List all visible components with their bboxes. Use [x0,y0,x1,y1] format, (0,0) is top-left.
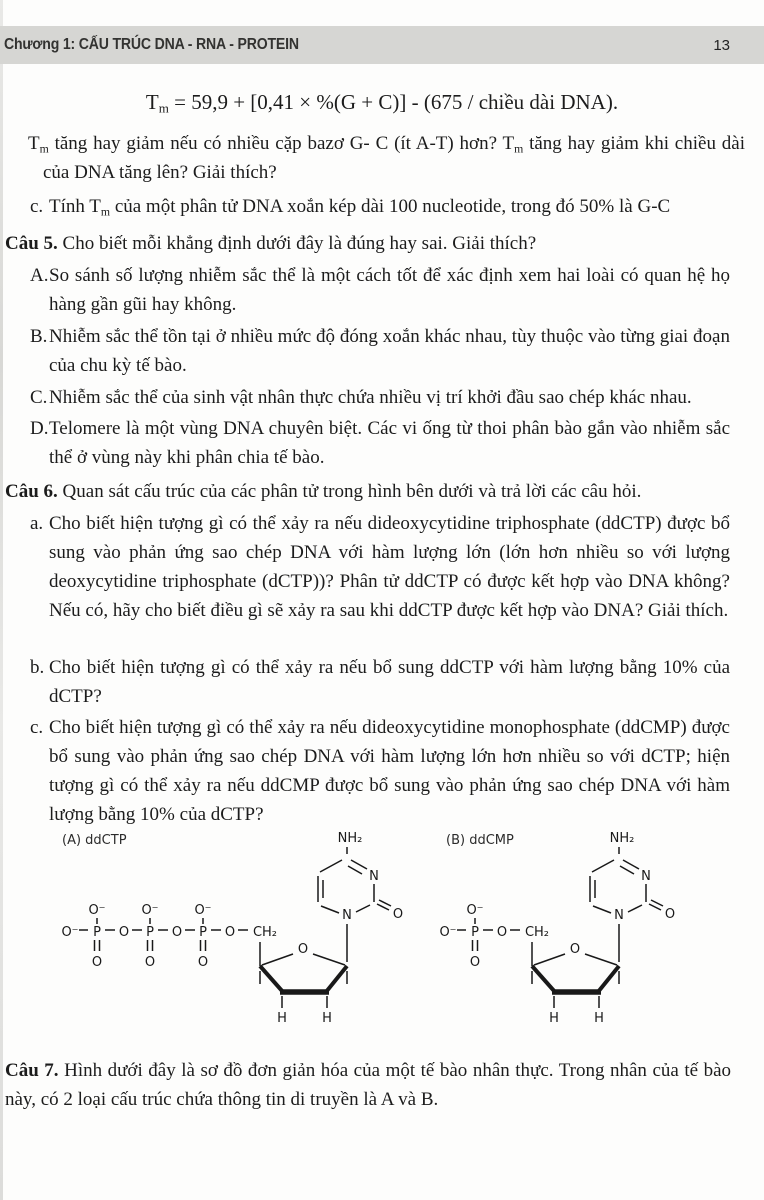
text-run: T [28,133,40,154]
question7 [5,1056,731,1114]
tm-subscript: m [39,142,49,156]
text-run: của một phân tử DNA xoắn kép dài 100 nucleotide, trong đó 50% là G-C [110,196,671,217]
question5-heading [5,229,731,258]
oxygen-atom: O [144,955,156,970]
item-text: So sánh số lượng nhiễm sắc thể là một cách tốt để xác định xem hai loài có quan hệ họ hàng gần gũi hay không. [49,265,730,315]
oxygen-atom: O [171,925,183,940]
question6-item-a [30,509,730,625]
hydrogen-atom: H [277,1011,287,1026]
item-text [49,192,730,221]
question5-label: Câu 5. [5,233,58,254]
tm-subscript: m [100,205,111,219]
nucleotide-structures-figure [0,826,764,1040]
tm-subscript: m [514,142,524,156]
question6-item-c [30,713,730,829]
text-run: Tính T [49,196,101,217]
oxygen-atom: O [91,955,103,970]
nitrogen-atom: N [342,908,352,923]
oxygen-minus-atom: O⁻ [194,903,212,918]
question6-item-b [30,653,730,711]
phosphorus-atom: P [146,925,154,940]
molecule-a-label: (A) ddCTP [62,833,127,848]
oxygen-minus-atom: O⁻ [466,903,484,918]
item-text: Nhiễm sắc thể của sinh vật nhân thực chứa nhiều vị trí khởi đầu sao chép khác nhau. [49,387,692,408]
question5-item-c [30,383,730,412]
oxygen-minus-atom: O⁻ [439,925,457,940]
item-label: C. [30,387,48,408]
item-text: Cho biết hiện tượng gì có thể xảy ra nếu dideoxycytidine triphosphate (ddCTP) được bổ sung vào phản ứng sao chép DNA với hàm lượng lớn (lớn hơn nhiều so với lượng deoxycytidine triphosphate (dCTP))? Phân tử ddCTP có được kết hợp vào DNA không? Nếu có, hãy cho biết điều gì sẽ xảy ra sau khi ddCTP được kết hợp vào DNA? Giải thích. [49,513,730,621]
item-text: Cho biết hiện tượng gì có thể xảy ra nếu bổ sung ddCTP với hàm lượng bằng 10% của dCTP? [49,657,730,707]
question5-item-d [30,414,730,472]
text-run: tăng hay giảm khi chiều dài của DNA tăng lên? Giải thích? [43,133,745,183]
question7-text: Hình dưới đây là sơ đồ đơn giản hóa của một tế bào nhân thực. Trong nhân của tế bào này, có 2 loại cấu trúc chứa thông tin di truyền là A và B. [5,1060,732,1110]
formula-subscript: m [158,100,169,116]
ring-oxygen-atom: O [569,942,581,957]
nitrogen-atom: N [369,869,379,884]
oxygen-atom: O [469,955,481,970]
carbonyl-oxygen-atom: O [664,907,676,922]
nitrogen-atom: N [641,869,651,884]
item-text: Cho biết hiện tượng gì có thể xảy ra nếu dideoxycytidine monophosphate (ddCMP) được bổ sung vào phản ứng sao chép DNA với hàm lượng lớn hơn nhiều so với dCTP; hiện tượng gì có thể xảy ra nếu ddCMP được bổ sung vào phản ứng sao chép DNA với hàm lượng bằng 10% của dCTP? [49,717,730,825]
question6-label: Câu 6. [5,481,58,502]
oxygen-minus-atom: O⁻ [88,903,106,918]
oxygen-atom: O [224,925,236,940]
oxygen-atom: O [197,955,209,970]
question6-heading [5,477,731,506]
phosphorus-atom: P [93,925,101,940]
oxygen-atom: O [118,925,130,940]
oxygen-minus-atom: O⁻ [141,903,159,918]
ddcmp-structure-diagram [428,826,748,1040]
item-label: c. [30,717,44,738]
chapter-header [0,26,764,64]
phosphorus-atom: P [199,925,207,940]
carbonyl-oxygen-atom: O [392,907,404,922]
nitrogen-atom: N [614,908,624,923]
ch2-group: CH₂ [524,925,550,940]
question4-item-c [30,192,730,221]
oxygen-minus-atom: O⁻ [61,925,79,940]
formula-text: = 59,9 + [0,41 × %(G + C)] - (675 / chiều dài DNA). [168,90,619,114]
amino-group: NH₂ [337,831,363,846]
question7-label: Câu 7. [5,1060,59,1081]
cytosine-bonds [590,847,663,962]
item-label: B. [30,326,48,347]
chapter-title: Chương 1: CẤU TRÚC DNA - RNA - PROTEIN [4,36,299,53]
question5-intro: Cho biết mỗi khẳng định dưới đây là đúng hay sai. Giải thích? [62,233,537,254]
ch2-group: CH₂ [252,925,278,940]
item-label: D. [30,418,49,439]
amino-group: NH₂ [609,831,635,846]
hydrogen-atom: H [549,1011,559,1026]
text-run: tăng hay giảm nếu có nhiều cặp bazơ G- C (ít A-T) hơn? T [48,133,515,154]
tm-formula [0,90,764,115]
phosphorus-atom: P [471,925,479,940]
item-label: c. [30,196,44,217]
question5-item-b [30,322,730,380]
phosphate-bonds [457,918,520,951]
question5-item-a [30,261,730,319]
molecule-b-label: (B) ddCMP [446,833,514,848]
item-label: A. [30,265,49,286]
cytosine-bonds [318,847,391,962]
item-label: b. [30,657,45,678]
item-label: a. [30,513,44,534]
formula-text: T [145,90,159,114]
hydrogen-atom: H [594,1011,604,1026]
ring-oxygen-atom: O [297,942,309,957]
hydrogen-atom: H [322,1011,332,1026]
page-number: 13 [713,36,730,54]
oxygen-atom: O [496,925,508,940]
question6-intro: Quan sát cấu trúc của các phân tử trong hình bên dưới và trả lời các câu hỏi. [62,481,642,502]
ddctp-structure-diagram [40,826,440,1040]
phosphate-bonds [79,918,248,951]
item-text: Nhiễm sắc thể tồn tại ở nhiều mức độ đóng xoắn khác nhau, tùy thuộc vào từng giai đoạn của chu kỳ tế bào. [49,326,730,376]
item-text: Telomere là một vùng DNA chuyên biệt. Các vi ống từ thoi phân bào gắn vào nhiễm sắc thể ở vùng này khi phân chia tế bào. [49,418,730,468]
question4-intro [28,129,745,187]
